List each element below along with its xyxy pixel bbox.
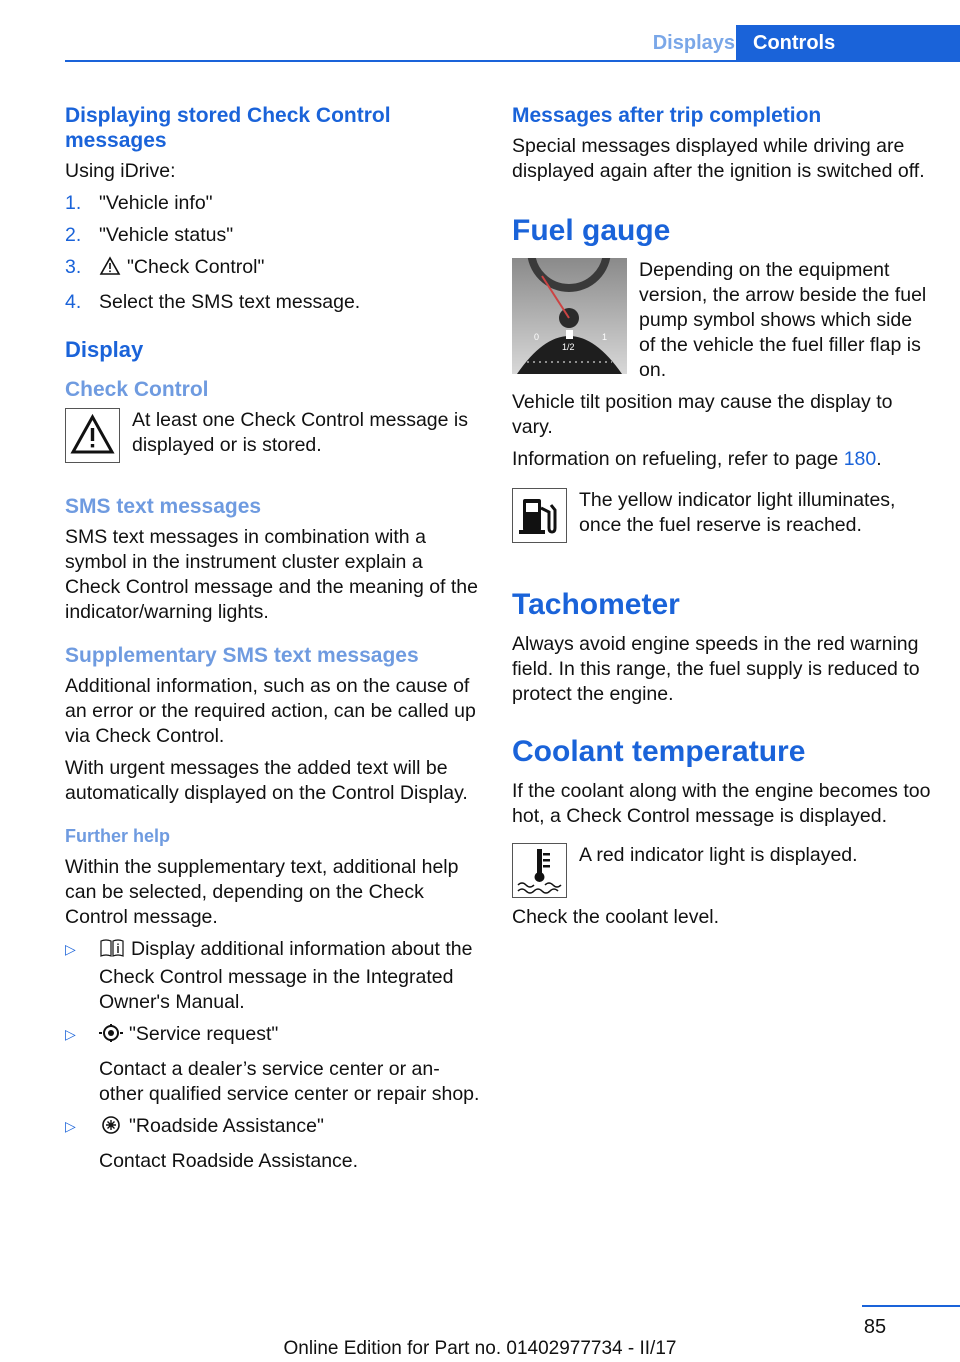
heading-further-help: Further help [65, 826, 171, 846]
heading-stored-messages: Displaying stored Check Control messages [65, 104, 391, 152]
bullet-triangle-icon: ▷ [65, 1118, 76, 1134]
refuel-text-lead: Information on refueling, refer to page [512, 448, 844, 470]
warning-triangle-icon [99, 256, 121, 283]
heading-coolant: Coolant temperature [512, 735, 806, 768]
step-item [65, 290, 483, 315]
heading-display: Display [65, 337, 144, 362]
check-control-block [65, 408, 483, 470]
supp-text-2: With urgent messages the added text will be automatically displayed on the Control Display. [65, 757, 468, 804]
step-text: "Check Control" [127, 256, 265, 278]
fuel-gauge-image [512, 258, 627, 381]
check-control-text: At least one Check Control message is displayed or is stored. [132, 409, 468, 456]
header-chapter-tab[interactable]: Controls [736, 25, 960, 61]
yellow-light-text: The yellow indicator light illuminates, once the fuel reserve is reached. [579, 489, 896, 536]
step-text: Select the SMS text message. [99, 291, 361, 313]
right-column [512, 103, 932, 937]
check-level-text: Check the coolant level. [512, 906, 720, 928]
heading-sms: SMS text messages [65, 495, 262, 518]
list-item [65, 1114, 483, 1174]
trip-text: Special messages displayed while driving are displayed again after the ignition is switched off. [512, 135, 925, 182]
fuel-text: Depending on the equipment version, the arrow beside the fuel pump symbol shows which side of the vehicle the fuel filler flap is on. [639, 259, 927, 381]
heading-check-control: Check Control [65, 378, 209, 401]
bullet-triangle-icon: ▷ [65, 941, 76, 957]
heading-tachometer: Tachometer [512, 588, 680, 621]
sms-text: SMS text messages in combination with a symbol in the instrument cluster explain a Check Control message and the meaning of the indicator/warning lights. [65, 526, 478, 623]
bullet-triangle-icon: ▷ [65, 1026, 76, 1042]
idrive-steps [65, 191, 483, 315]
fuel-reserve-block [512, 488, 932, 550]
refuel-text [512, 447, 932, 472]
gauge-label-zero: 0 [534, 332, 540, 342]
fuel-gauge-block [512, 258, 932, 390]
edition-note: Online Edition for Part no. 01402977734 - II/17 [283, 1338, 677, 1359]
help-option-subtext: Contact a dealer’s service center or an-other qualified service center or repair shop. [99, 1058, 480, 1105]
tacho-text: Always avoid engine speeds in the red warning field. In this range, the fuel supply is reduced to protect the engine. [512, 633, 920, 705]
step-item [65, 191, 483, 216]
step-number: 4. [65, 291, 82, 313]
help-option-text: "Roadside Assistance" [129, 1115, 324, 1137]
manual-info-icon [99, 938, 125, 965]
step-number: 3. [65, 256, 82, 278]
tilt-text: Vehicle tilt position may cause the display to vary. [512, 391, 893, 438]
further-text: Within the supplementary text, additional help can be selected, depending on the Check Control message. [65, 856, 459, 928]
list-item [65, 1022, 483, 1107]
left-column [65, 103, 483, 1181]
step-number: 1. [65, 192, 82, 214]
help-options-list [65, 937, 483, 1174]
coolant-temperature-icon [512, 843, 567, 905]
step-number: 2. [65, 224, 82, 246]
refuel-page-link[interactable]: 180 [843, 448, 877, 470]
red-light-text: A red indicator light is displayed. [579, 844, 858, 866]
using-idrive: Using iDrive: [65, 160, 176, 182]
page-number: 85 [863, 1316, 887, 1338]
help-option-subtext: Contact Roadside Assistance. [99, 1150, 359, 1172]
refuel-text-end: . [876, 448, 882, 470]
coolant-text: If the coolant along with the engine becomes too hot, a Check Control message is displayed. [512, 780, 931, 827]
step-text: "Vehicle status" [99, 224, 234, 246]
footer-rule [862, 1305, 960, 1307]
list-item [65, 937, 483, 1015]
header-section-tab[interactable]: Displays [652, 32, 735, 54]
step-text: "Vehicle info" [99, 192, 213, 214]
supp-text-1: Additional information, such as on the cause of an error or the required action, can be called up via Check Control. [65, 675, 476, 747]
heading-trip-completion: Messages after trip completion [512, 104, 822, 127]
gauge-label-half: 1/2 [562, 342, 575, 352]
step-item [65, 255, 483, 283]
header-rule [65, 60, 960, 62]
help-option-text: Display additional information about the Check Control message in the Integrated Owner's Manual. [99, 938, 473, 1013]
check-control-warning-icon [65, 408, 120, 470]
heading-supplementary: Supplementary SMS text messages [65, 644, 419, 667]
step-item [65, 223, 483, 248]
gauge-label-one: 1 [602, 332, 608, 342]
fuel-pump-icon [512, 488, 567, 550]
coolant-light-block [512, 843, 932, 905]
service-request-icon [99, 1023, 123, 1050]
heading-fuel-gauge: Fuel gauge [512, 214, 671, 247]
help-option-text: "Service request" [129, 1023, 279, 1045]
roadside-assistance-icon [99, 1115, 123, 1142]
